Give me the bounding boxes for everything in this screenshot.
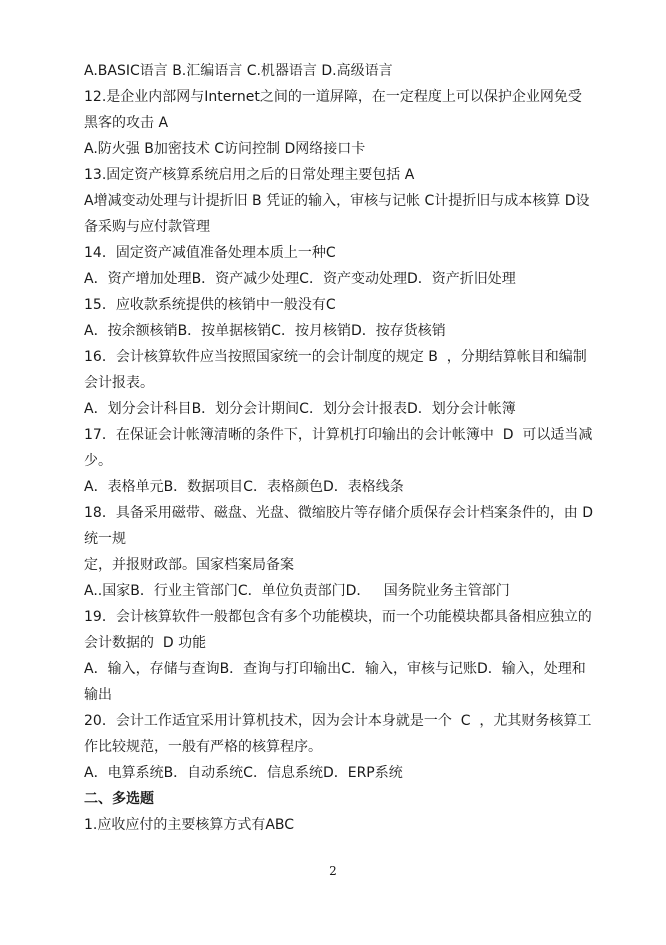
text-line: A．划分会计科目B．划分会计期间C．划分会计报表D．划分会计帐簿	[84, 401, 516, 417]
text-line: 会计数据的 D 功能	[84, 635, 207, 651]
document-body	[84, 58, 604, 838]
text-line: A.BASIC语言 B.汇编语言 C.机器语言 D.高级语言	[84, 63, 393, 79]
text-line: A．资产增加处理B．资产减少处理C．资产变动处理D．资产折旧处理	[84, 271, 516, 287]
text-line: A．输入，存储与查询B．查询与打印输出C．输入，审核与记账D．输入，处理和	[84, 661, 586, 677]
text-line: 备采购与应付款管理	[84, 219, 210, 235]
text-line: 16．会计核算软件应当按照国家统一的会计制度的规定 B ，分期结算帐目和编制	[84, 349, 587, 365]
page-number: 2	[329, 864, 337, 878]
text-line: 14．固定资产减值准备处理本质上一种C	[84, 245, 336, 261]
section-heading: 二、多选题	[84, 791, 154, 807]
text-line: 统一规	[84, 531, 126, 547]
text-line: 15．应收款系统提供的核销中一般没有C	[84, 297, 336, 313]
text-line: 20．会计工作适宜采用计算机技术，因为会计本身就是一个 C ，尤其财务核算工	[84, 713, 592, 729]
text-line: 19．会计核算软件一般都包含有多个功能模块，而一个功能模块都具备相应独立的	[84, 609, 592, 625]
text-line: 作比较规范，一般有严格的核算程序。	[84, 739, 322, 755]
text-line: A.防火强 B加密技术 C访问控制 D网络接口卡	[84, 141, 366, 157]
text-line: 输出	[84, 687, 112, 703]
text-line: 少。	[84, 453, 112, 469]
text-line: A．电算系统B．自动系统C．信息系统D．ERP系统	[84, 765, 403, 781]
text-line: 定，并报财政部。国家档案局备案	[84, 557, 294, 573]
text-line: 18．具备采用磁带、磁盘、光盘、微缩胶片等存储介质保存会计档案条件的，由 D	[84, 505, 594, 521]
text-line: 13.固定资产核算系统启用之后的日常处理主要包括 A	[84, 167, 415, 183]
text-line: 黑客的攻击 A	[84, 115, 169, 131]
text-line: 12.是企业内部网与Internet之间的一道屏障，在一定程度上可以保护企业网免受	[84, 89, 582, 105]
text-line: A．按余额核销B．按单据核销C．按月核销D．按存货核销	[84, 323, 446, 339]
text-line: A增减变动处理与计提折旧 B 凭证的输入，审核与记帐 C计提折旧与成本核算 D设	[84, 193, 590, 209]
text-line: 17．在保证会计帐簿清晰的条件下，计算机打印输出的会计帐簿中 D 可以适当减	[84, 427, 593, 443]
text-line: A..国家B．行业主管部门C．单位负责部门D． 国务院业务主管部门	[84, 583, 510, 599]
text-line: A．表格单元B．数据项目C．表格颜色D．表格线条	[84, 479, 404, 495]
text-line: 会计报表。	[84, 375, 154, 391]
text-line: 1.应收应付的主要核算方式有ABC	[84, 817, 295, 833]
